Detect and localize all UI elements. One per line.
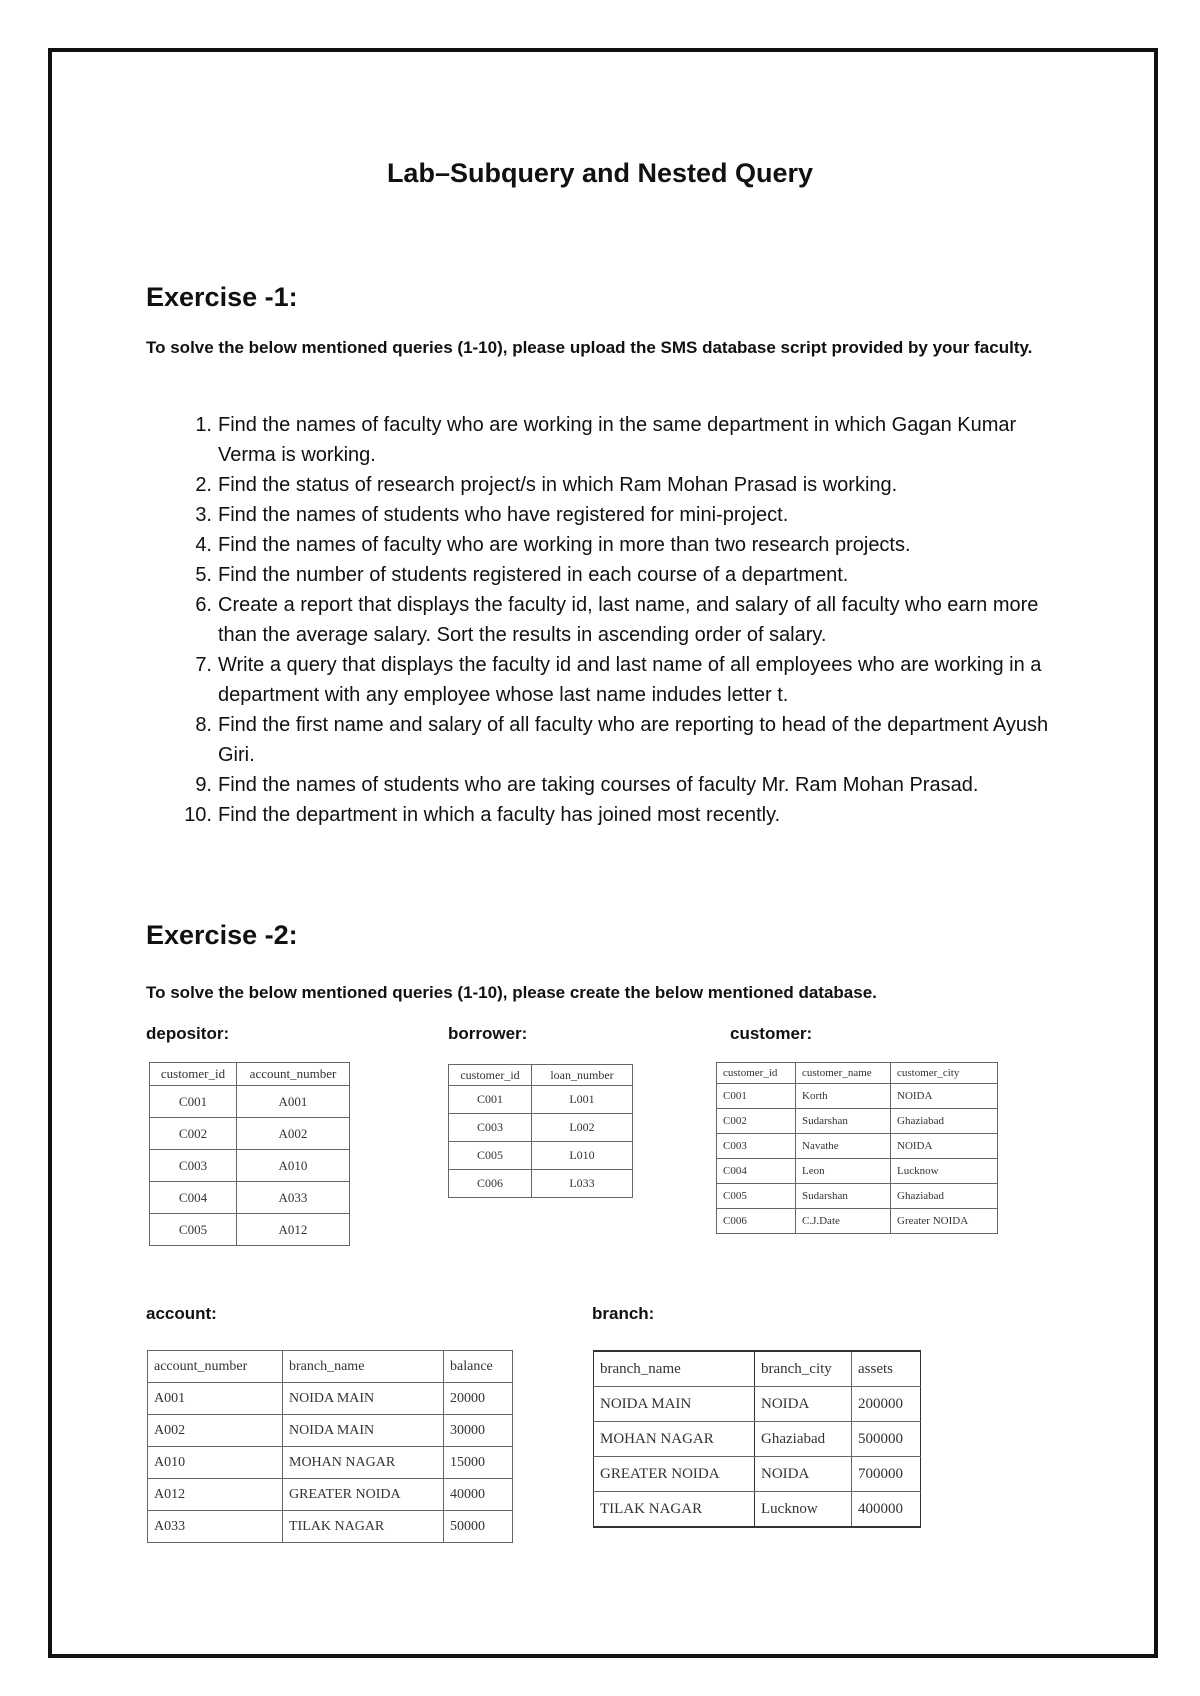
table-row (717, 1184, 998, 1209)
list-item-text: Find the names of students who have registered for mini-project. (218, 504, 789, 526)
table-cell: C.J.Date (796, 1209, 891, 1234)
table-cell: A001 (148, 1383, 283, 1415)
list-item (176, 770, 1056, 800)
table-row (148, 1383, 513, 1415)
table-cell: A033 (237, 1182, 350, 1214)
table-cell: 400000 (852, 1492, 921, 1528)
exercise-2-heading: Exercise -2: (146, 920, 298, 950)
table-row (594, 1457, 921, 1492)
table-cell: 20000 (444, 1383, 513, 1415)
list-item (176, 560, 1056, 590)
table-cell: NOIDA MAIN (594, 1387, 755, 1422)
table-row (594, 1387, 921, 1422)
table-row (150, 1182, 350, 1214)
exercise-2-intro: To solve the below mentioned queries (1-10), please create the below mentioned database. (146, 983, 877, 1002)
table-cell: Korth (796, 1084, 891, 1109)
table-header-row (449, 1065, 633, 1086)
table-cell: A010 (237, 1150, 350, 1182)
list-item-text: Find the department in which a faculty has joined most recently. (218, 804, 781, 826)
table-cell: 500000 (852, 1422, 921, 1457)
table-cell: C005 (717, 1184, 796, 1209)
table-row (717, 1134, 998, 1159)
table-cell: 15000 (444, 1447, 513, 1479)
column-header: assets (852, 1351, 921, 1387)
list-item-number: 9. (195, 774, 212, 796)
borrower-table (448, 1064, 633, 1198)
table-cell: C005 (150, 1214, 237, 1246)
table-cell: A012 (148, 1479, 283, 1511)
table-row (148, 1415, 513, 1447)
table-cell: A001 (237, 1086, 350, 1118)
table-cell: NOIDA (891, 1084, 998, 1109)
table-cell: C002 (150, 1118, 237, 1150)
customer-table (716, 1062, 998, 1234)
account-label: account: (146, 1304, 217, 1323)
table-row (717, 1109, 998, 1134)
column-header: customer_id (449, 1065, 532, 1086)
table-row (594, 1422, 921, 1457)
table-row (150, 1150, 350, 1182)
list-item-text: Find the names of faculty who are working in the same department in which Gagan Kumar Verma is working. (218, 414, 1017, 466)
table-row (449, 1086, 633, 1114)
list-item (176, 500, 1056, 530)
list-item (176, 410, 1056, 470)
table-cell: Navathe (796, 1134, 891, 1159)
table-cell: Ghaziabad (891, 1109, 998, 1134)
table-cell: A012 (237, 1214, 350, 1246)
list-item-number: 5. (195, 564, 212, 586)
table-cell: A010 (148, 1447, 283, 1479)
list-item-number: 4. (195, 534, 212, 556)
table-cell: C001 (717, 1084, 796, 1109)
list-item (176, 590, 1056, 650)
table-cell: 30000 (444, 1415, 513, 1447)
table-row (150, 1086, 350, 1118)
borrower-label: borrower: (448, 1024, 528, 1043)
column-header: customer_id (150, 1063, 237, 1086)
table-cell: 700000 (852, 1457, 921, 1492)
column-header: customer_name (796, 1063, 891, 1084)
customer-label: customer: (730, 1024, 813, 1043)
table-row (449, 1114, 633, 1142)
column-header: branch_city (755, 1351, 852, 1387)
table-cell: C003 (717, 1134, 796, 1159)
table-row (449, 1142, 633, 1170)
table-cell: C004 (717, 1159, 796, 1184)
table-cell: NOIDA (891, 1134, 998, 1159)
table-cell: L002 (532, 1114, 633, 1142)
table-cell: L001 (532, 1086, 633, 1114)
column-header: loan_number (532, 1065, 633, 1086)
column-header: branch_name (594, 1351, 755, 1387)
list-item (176, 710, 1056, 770)
table-cell: A002 (148, 1415, 283, 1447)
list-item-text: Create a report that displays the faculty id, last name, and salary of all faculty who earn more than the average salary. Sort the results in ascending order of salary. (218, 594, 1039, 646)
exercise-1-intro: To solve the below mentioned queries (1-10), please upload the SMS database script provided by your faculty. (146, 338, 1033, 357)
list-item-text: Find the number of students registered in each course of a department. (218, 564, 849, 586)
table-cell: Leon (796, 1159, 891, 1184)
table-cell: C005 (449, 1142, 532, 1170)
table-row (717, 1084, 998, 1109)
table-row (594, 1492, 921, 1528)
list-item-number: 1. (195, 414, 212, 436)
table-row (150, 1118, 350, 1150)
table-cell: C006 (717, 1209, 796, 1234)
table-cell: C004 (150, 1182, 237, 1214)
table-cell: 50000 (444, 1511, 513, 1543)
table-row (148, 1511, 513, 1543)
exercise-1-heading: Exercise -1: (146, 282, 298, 312)
table-cell: MOHAN NAGAR (594, 1422, 755, 1457)
list-item-text: Find the status of research project/s in which Ram Mohan Prasad is working. (218, 474, 898, 496)
list-item-text: Find the names of students who are taking courses of faculty Mr. Ram Mohan Prasad. (218, 774, 979, 796)
table-cell: Sudarshan (796, 1184, 891, 1209)
table-header-row (594, 1351, 921, 1387)
table-cell: NOIDA (755, 1387, 852, 1422)
table-cell: GREATER NOIDA (283, 1479, 444, 1511)
list-item (176, 530, 1056, 560)
list-item-number: 2. (195, 474, 212, 496)
list-item (176, 650, 1056, 710)
table-cell: 200000 (852, 1387, 921, 1422)
table-cell: C001 (150, 1086, 237, 1118)
table-cell: Ghaziabad (755, 1422, 852, 1457)
table-cell: C006 (449, 1170, 532, 1198)
table-row (150, 1214, 350, 1246)
table-cell: Greater NOIDA (891, 1209, 998, 1234)
table-cell: Lucknow (755, 1492, 852, 1528)
column-header: customer_id (717, 1063, 796, 1084)
branch-table (593, 1350, 921, 1528)
depositor-table (149, 1062, 350, 1246)
table-cell: Sudarshan (796, 1109, 891, 1134)
table-row (717, 1209, 998, 1234)
table-cell: NOIDA MAIN (283, 1415, 444, 1447)
list-item-number: 6. (195, 594, 212, 616)
list-item-text: Find the names of faculty who are working in more than two research projects. (218, 534, 911, 556)
list-item-number: 7. (195, 654, 212, 676)
table-header-row (148, 1351, 513, 1383)
column-header: account_number (237, 1063, 350, 1086)
table-row (449, 1170, 633, 1198)
list-item-number: 10. (184, 804, 212, 826)
list-item-text: Write a query that displays the faculty id and last name of all employees who are working in a department with any employee whose last name indudes letter t. (218, 654, 1042, 706)
table-row (148, 1479, 513, 1511)
column-header: account_number (148, 1351, 283, 1383)
column-header: branch_name (283, 1351, 444, 1383)
list-item-number: 3. (195, 504, 212, 526)
table-cell: GREATER NOIDA (594, 1457, 755, 1492)
account-table (147, 1350, 513, 1543)
table-cell: L033 (532, 1170, 633, 1198)
table-cell: TILAK NAGAR (594, 1492, 755, 1528)
table-cell: Lucknow (891, 1159, 998, 1184)
table-header-row (150, 1063, 350, 1086)
table-cell: NOIDA MAIN (283, 1383, 444, 1415)
table-cell: A002 (237, 1118, 350, 1150)
table-cell: C002 (717, 1109, 796, 1134)
table-cell: MOHAN NAGAR (283, 1447, 444, 1479)
column-header: customer_city (891, 1063, 998, 1084)
list-item-number: 8. (195, 714, 212, 736)
list-item (176, 470, 1056, 500)
table-cell: 40000 (444, 1479, 513, 1511)
table-cell: Ghaziabad (891, 1184, 998, 1209)
column-header: balance (444, 1351, 513, 1383)
query-list (176, 410, 1056, 830)
table-cell: C001 (449, 1086, 532, 1114)
depositor-label: depositor: (146, 1024, 230, 1043)
list-item (176, 800, 1056, 830)
table-row (717, 1159, 998, 1184)
list-item-text: Find the first name and salary of all faculty who are reporting to head of the department Ayush Giri. (218, 714, 1049, 766)
table-cell: NOIDA (755, 1457, 852, 1492)
table-cell: C003 (150, 1150, 237, 1182)
table-cell: L010 (532, 1142, 633, 1170)
branch-label: branch: (592, 1304, 655, 1323)
table-cell: C003 (449, 1114, 532, 1142)
document-title: Lab–Subquery and Nested Query (386, 158, 814, 188)
table-cell: A033 (148, 1511, 283, 1543)
table-row (148, 1447, 513, 1479)
table-header-row (717, 1063, 998, 1084)
table-cell: TILAK NAGAR (283, 1511, 444, 1543)
